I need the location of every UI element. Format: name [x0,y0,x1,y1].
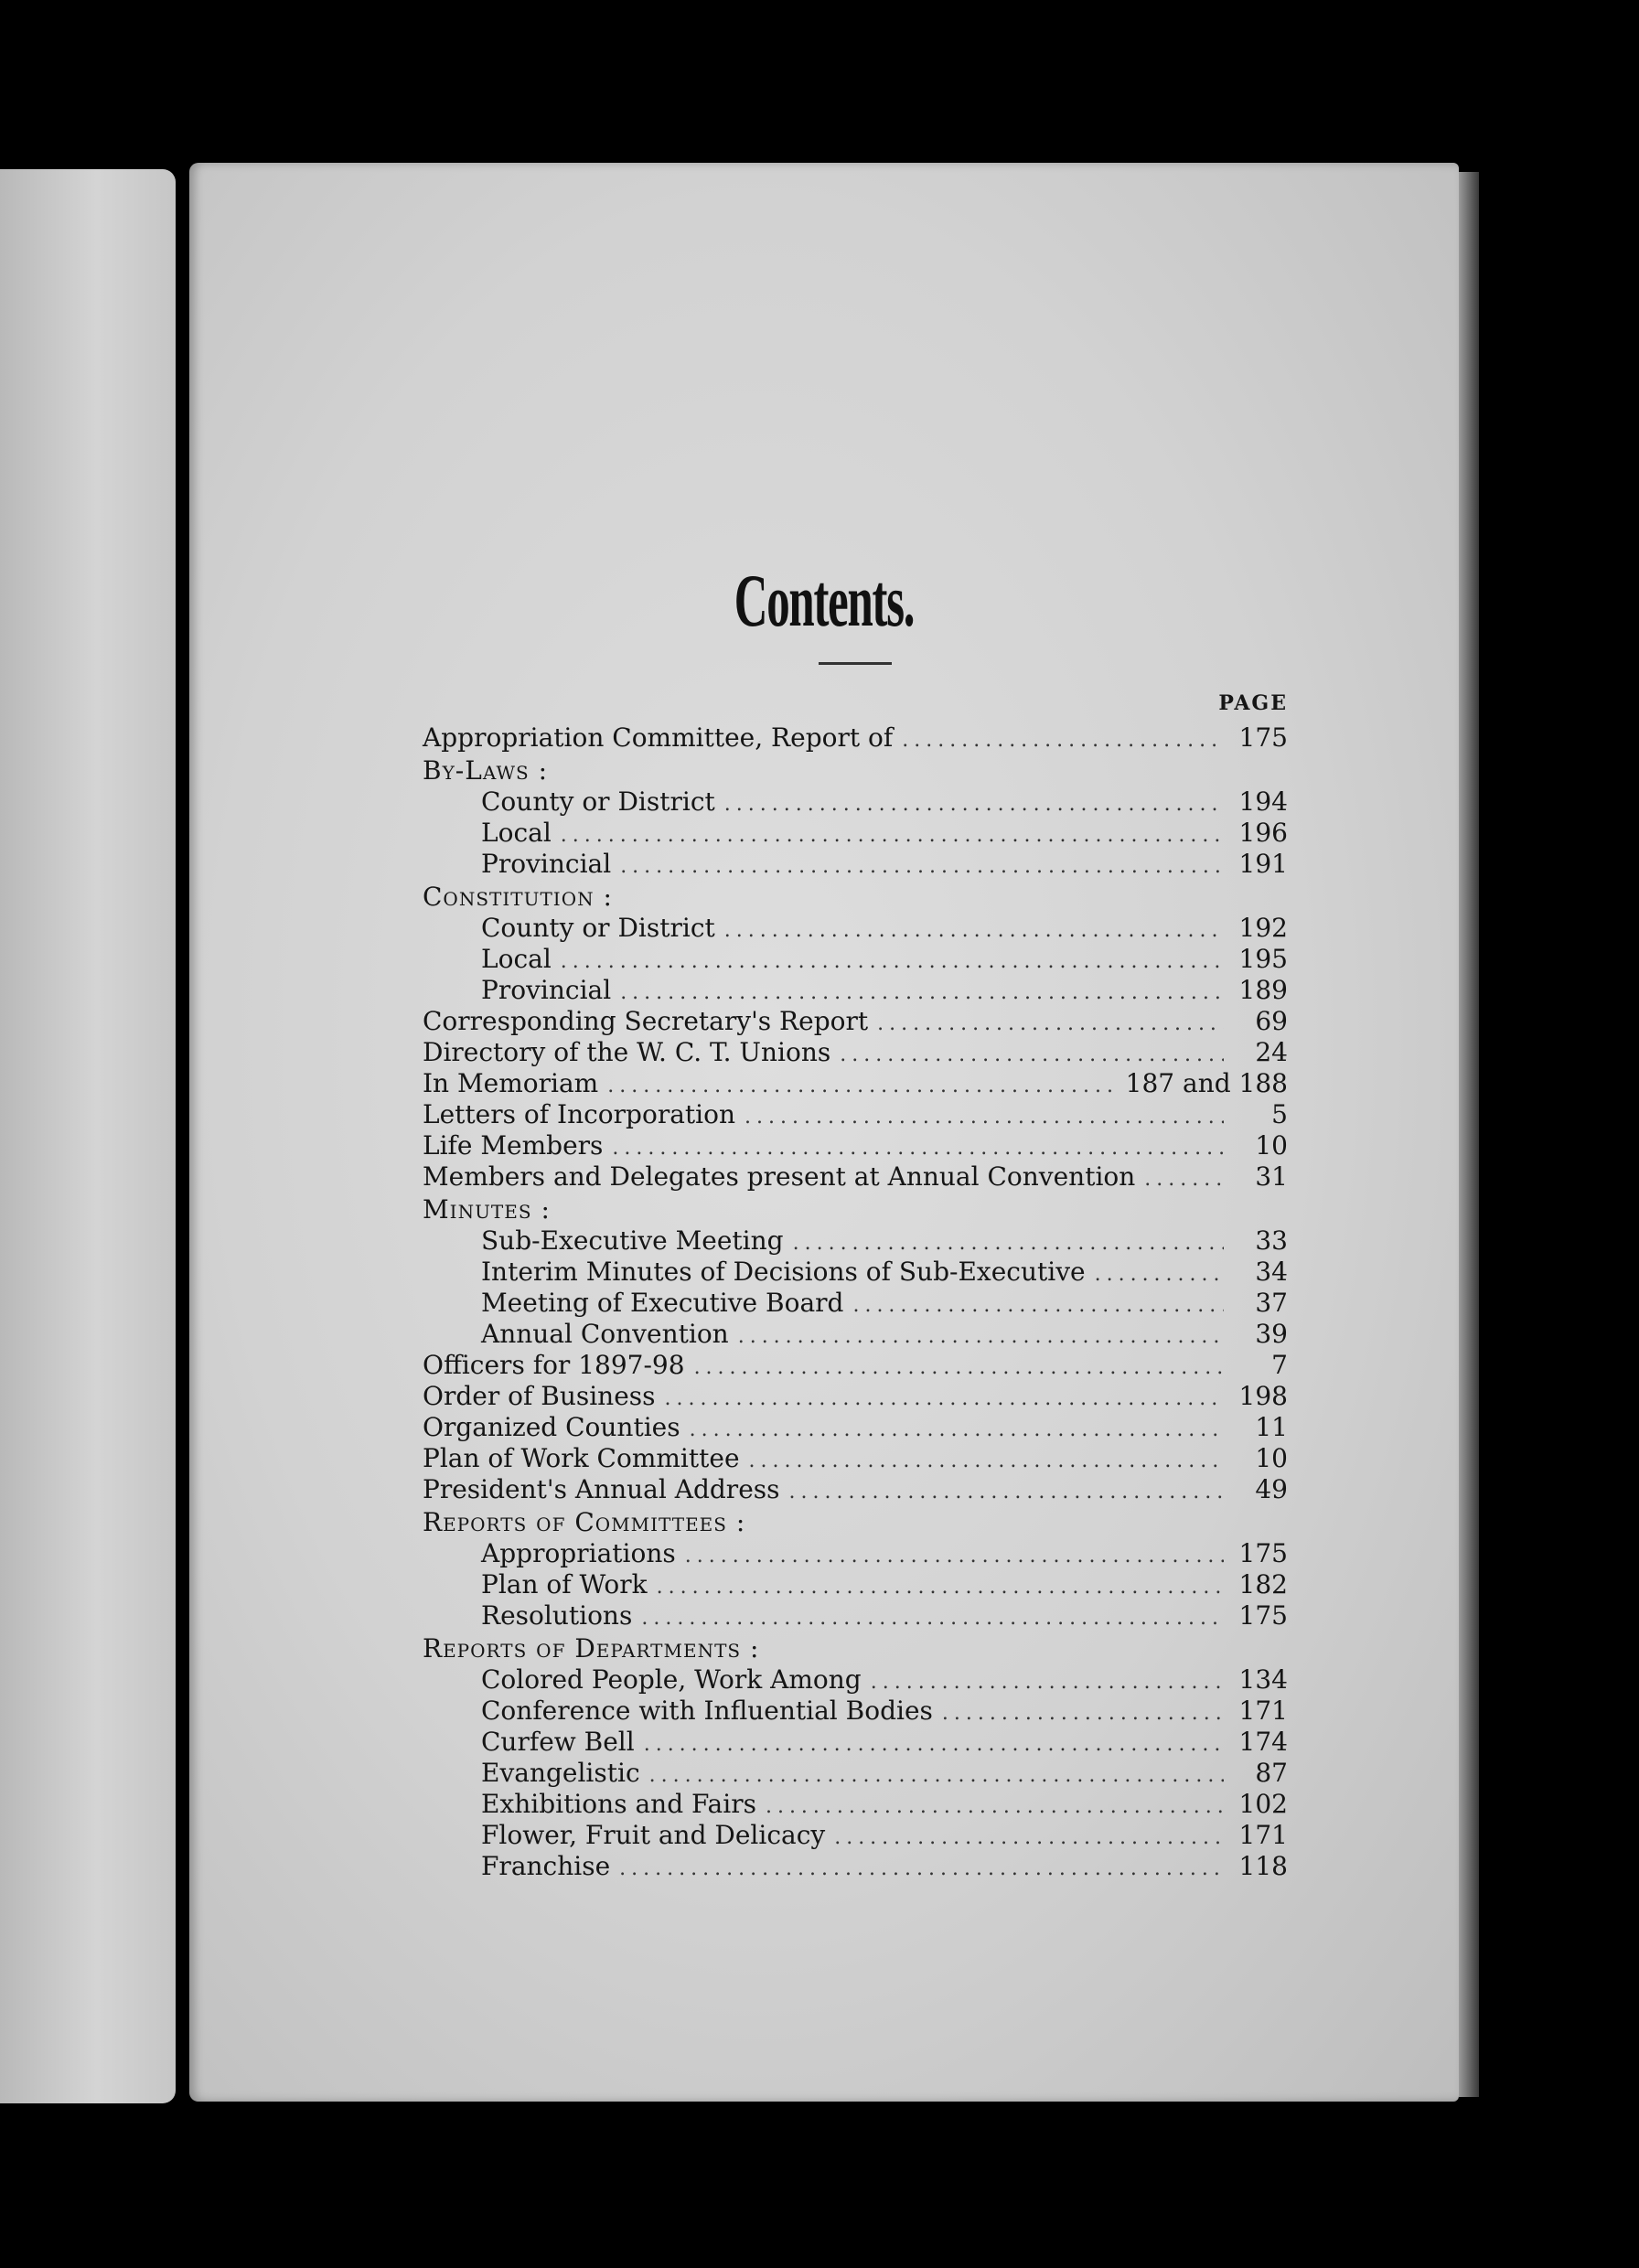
dot-leader [738,1321,1224,1353]
dot-leader [871,1667,1224,1698]
dot-leader [749,1446,1224,1477]
toc-entry [423,1538,1288,1569]
toc-section-heading [423,1633,1288,1664]
toc-entry-title: Interim Minutes of Decisions of Sub-Executive [481,1257,1086,1287]
toc-entry-title: In Memoriam [423,1068,599,1098]
toc-entry [423,1851,1288,1882]
toc-entry [423,1381,1288,1412]
title-rule [819,662,892,665]
toc-entry [423,1161,1288,1193]
dot-leader [561,820,1224,851]
toc-section-heading [423,882,1288,913]
toc-entry-title: Franchise [481,1851,611,1881]
toc-entry [423,1696,1288,1727]
toc-entry [423,1319,1288,1350]
toc-entry [423,1474,1288,1505]
toc-entry [423,1006,1288,1037]
dot-leader [657,1572,1224,1603]
toc-page-number: 24 [1255,1037,1288,1067]
toc-page-number: 134 [1238,1664,1288,1695]
dot-leader [649,1760,1224,1792]
toc-entry-title: Meeting of Executive Board [481,1288,844,1318]
dot-leader [690,1415,1224,1446]
toc-entry-title: Exhibitions and Fairs [481,1789,756,1819]
toc-page-number: 10 [1255,1130,1288,1161]
toc-section-heading [423,1507,1288,1538]
toc-entry [423,1037,1288,1068]
toc-page-number: 182 [1238,1569,1288,1599]
toc-entry-title: Appropriations [481,1538,676,1568]
toc-entry-title: Corresponding Secretary's Report [423,1006,869,1036]
dot-leader [766,1792,1224,1823]
dot-leader [852,1290,1224,1321]
toc-page-number: 195 [1238,944,1288,974]
toc-entry [423,1225,1288,1257]
page-column-label: PAGE [1218,691,1288,715]
toc-entry-title: By-Laws : [423,755,549,786]
toc-entry [423,786,1288,818]
toc-entry [423,818,1288,849]
toc-page-number: 37 [1255,1288,1288,1318]
toc-page-number: 87 [1255,1758,1288,1788]
toc-page-number: 34 [1255,1257,1288,1287]
dot-leader [745,1102,1224,1133]
toc-entry [423,1443,1288,1474]
dot-leader [902,725,1224,756]
dot-leader [619,1854,1224,1885]
toc-entry-title: Conference with Influential Bodies [481,1696,933,1726]
dot-leader [1144,1164,1224,1195]
toc-page-number: 118 [1238,1851,1288,1881]
toc-entry [423,1130,1288,1161]
toc-entry-title: Appropriation Committee, Report of [423,722,894,753]
toc-entry-title: Sub-Executive Meeting [481,1225,784,1256]
toc-entry [423,944,1288,975]
toc-entry-title: Curfew Bell [481,1727,635,1757]
toc-page-number: 192 [1238,913,1288,943]
dot-leader [641,1603,1224,1634]
toc-entry-title: Local [481,818,552,848]
toc-entry-title: Annual Convention [481,1319,729,1349]
toc-page-number: 102 [1238,1789,1288,1819]
toc-entry [423,1257,1288,1288]
toc-entry-title: Constitution : [423,882,613,912]
dot-leader [942,1698,1224,1729]
toc-page-number: 11 [1255,1412,1288,1442]
toc-entry [423,722,1288,754]
toc-entry [423,1600,1288,1631]
dot-leader [793,1228,1224,1259]
toc-entry-title: County or District [481,913,715,943]
toc-entry-title: Local [481,944,552,974]
toc-entry [423,1099,1288,1130]
toc-entry-title: Order of Business [423,1381,656,1411]
toc-entry-title: President's Annual Address [423,1474,780,1504]
toc-entry-title: Evangelistic [481,1758,640,1788]
dot-leader [834,1823,1224,1854]
toc-page-number: 5 [1271,1099,1288,1129]
dot-leader [1095,1259,1224,1290]
toc-page-number: 175 [1238,1600,1288,1631]
toc-entry-title: Provincial [481,975,612,1005]
toc-page-number: 187 and 188 [1125,1068,1288,1098]
toc-entry-title: Reports of Departments : [423,1633,760,1664]
dot-leader [561,947,1224,978]
dot-leader [665,1384,1224,1415]
toc-page-number: 171 [1238,1696,1288,1726]
toc-entry-title: Members and Delegates present at Annual Convention [423,1161,1136,1192]
toc-page-number: 189 [1238,975,1288,1005]
page-binding-edge [1459,172,1479,2097]
toc-page-number: 196 [1238,818,1288,848]
toc-entry [423,1350,1288,1381]
toc-entry [423,1412,1288,1443]
toc-section-heading [423,1194,1288,1225]
toc-page-number: 69 [1255,1006,1288,1036]
dot-leader [789,1477,1225,1508]
toc-page-number: 175 [1238,722,1288,753]
toc-entry-title: Plan of Work Committee [423,1443,740,1473]
toc-entry [423,1758,1288,1789]
dot-leader [724,915,1224,947]
toc-entry [423,1727,1288,1758]
page-title: Contents. [734,559,915,642]
toc-entry [423,1068,1288,1099]
dot-leader [724,789,1224,820]
table-of-contents [423,722,1288,1882]
toc-entry-title: Resolutions [481,1600,633,1631]
toc-entry-title: Organized Counties [423,1412,680,1442]
toc-entry-title: Colored People, Work Among [481,1664,862,1695]
toc-page-number: 194 [1238,786,1288,817]
toc-page-number: 39 [1255,1319,1288,1349]
toc-entry [423,1664,1288,1696]
dot-leader [644,1729,1224,1760]
dot-leader [694,1353,1224,1384]
toc-entry [423,1288,1288,1319]
toc-entry-title: Flower, Fruit and Delicacy [481,1820,826,1850]
toc-entry-title: Directory of the W. C. T. Unions [423,1037,831,1067]
toc-entry [423,975,1288,1006]
toc-entry [423,1569,1288,1600]
toc-page-number: 171 [1238,1820,1288,1850]
toc-entry-title: Life Members [423,1130,604,1161]
toc-entry [423,1789,1288,1820]
toc-entry [423,849,1288,880]
facing-page-edge [0,169,176,2103]
toc-entry-title: Minutes : [423,1194,551,1225]
toc-page-number: 174 [1238,1727,1288,1757]
dot-leader [877,1009,1224,1040]
toc-entry [423,913,1288,944]
dot-leader [840,1040,1224,1071]
toc-page-number: 49 [1255,1474,1288,1504]
toc-page-number: 31 [1255,1161,1288,1192]
toc-page-number: 175 [1238,1538,1288,1568]
toc-entry-title: County or District [481,786,715,817]
toc-page-number: 33 [1255,1225,1288,1256]
toc-page-number: 198 [1238,1381,1288,1411]
toc-page-number: 7 [1271,1350,1288,1380]
toc-section-heading [423,755,1288,786]
toc-entry-title: Plan of Work [481,1569,648,1599]
dot-leader [620,851,1224,883]
toc-entry-title: Letters of Incorporation [423,1099,735,1129]
dot-leader [607,1071,1116,1102]
toc-entry-title: Officers for 1897-98 [423,1350,685,1380]
toc-entry [423,1820,1288,1851]
toc-entry-title: Reports of Committees : [423,1507,746,1537]
toc-page-number: 191 [1238,849,1288,879]
dot-leader [620,978,1224,1009]
toc-page-number: 10 [1255,1443,1288,1473]
toc-entry-title: Provincial [481,849,612,879]
dot-leader [612,1133,1224,1164]
dot-leader [685,1541,1224,1572]
